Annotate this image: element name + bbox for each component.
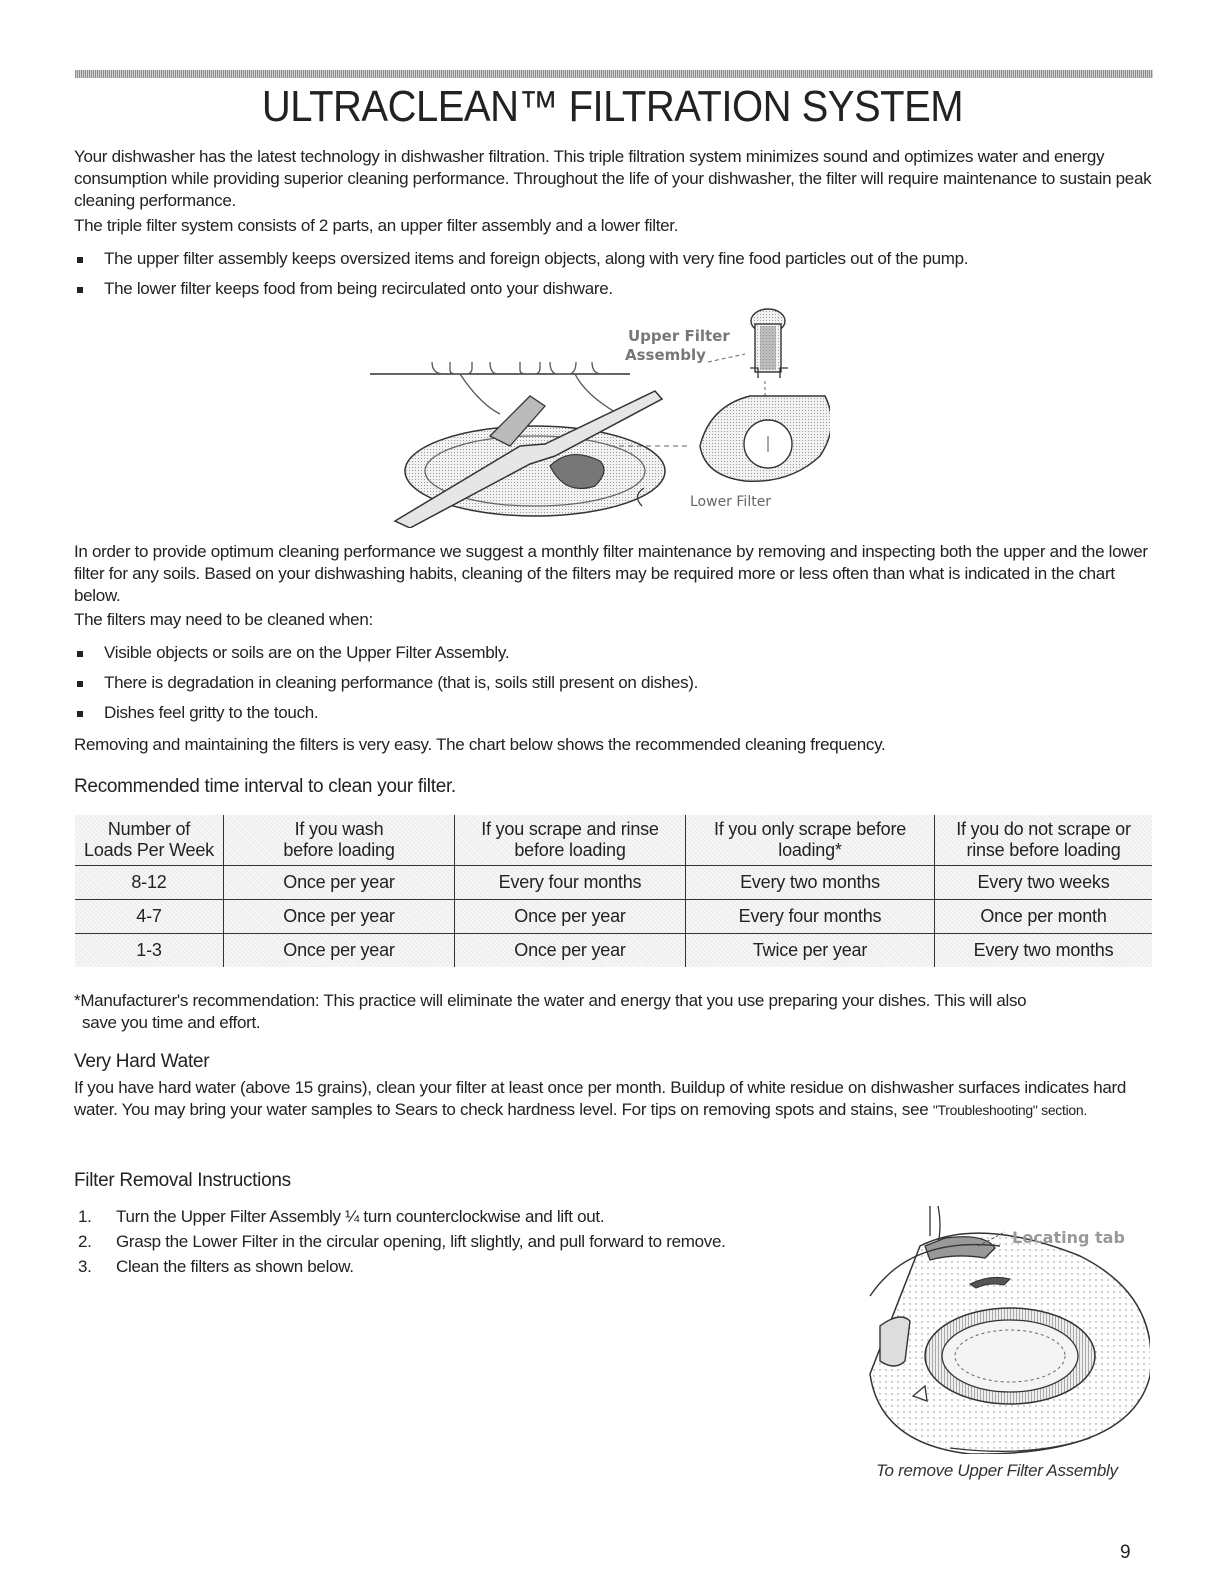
list-item: 1. Turn the Upper Filter Assembly ¼ turn counterclockwise and lift out. [78, 1207, 605, 1226]
cleaning-frequency-table [75, 815, 1152, 967]
remove-upper-filter-illustration [860, 1206, 1150, 1454]
table-cell: Every four months [455, 866, 686, 900]
column-header: If you wash before loading [224, 815, 455, 866]
upper-filter-label-2: Assembly [625, 346, 706, 364]
table-cell: Once per year [455, 900, 686, 934]
upper-filter-label: Upper Filter [628, 327, 730, 345]
list-item: 2. Grasp the Lower Filter in the circular opening, lift slightly, and pull forward to remove. [78, 1232, 726, 1251]
list-item: Visible objects or soils are on the Upper Filter Assembly. [74, 642, 1154, 672]
top-rule [75, 70, 1153, 78]
column-header: If you only scrape before loading* [686, 815, 935, 866]
table-cell: 4-7 [75, 900, 224, 934]
list-item: There is degradation in cleaning performance (that is, soils still present on dishes). [74, 672, 1154, 702]
table-cell: Every four months [686, 900, 935, 934]
table-cell: Every two weeks [935, 866, 1153, 900]
intro-paragraph: Your dishwasher has the latest technology in dishwasher filtration. This triple filtration system minimizes sound and optimizes water and energy consumption while providing superior cleaning performance. Throughout the life of your dishwasher, the filter will require maintenance to sustain peak cleaning performance. [74, 147, 1152, 210]
table-cell: Twice per year [686, 934, 935, 968]
table-cell: Once per month [935, 900, 1153, 934]
table-cell: 1-3 [75, 934, 224, 968]
page-number: 9 [1120, 1542, 1131, 1563]
removing-paragraph: Removing and maintaining the filters is very easy. The chart below shows the recommended cleaning frequency. [74, 735, 886, 754]
column-header: If you do not scrape or rinse before loading [935, 815, 1153, 866]
table-cell: Every two months [935, 934, 1153, 968]
table-cell: 8-12 [75, 866, 224, 900]
table-row [75, 934, 1152, 968]
figure-caption: To remove Upper Filter Assembly [876, 1461, 1118, 1480]
table-row [75, 900, 1152, 934]
locating-tab-label: Locating tab [1012, 1228, 1125, 1247]
list-item: 3. Clean the filters as shown below. [78, 1257, 354, 1276]
table-cell: Every two months [686, 866, 935, 900]
table-header-row [75, 815, 1152, 866]
table-cell: Once per year [224, 934, 455, 968]
table-cell: Once per year [224, 900, 455, 934]
hard-water-heading: Very Hard Water [74, 1051, 210, 1072]
table-cell: Once per year [224, 866, 455, 900]
table-row [75, 866, 1152, 900]
manufacturer-footnote: *Manufacturer's recommendation: This practice will eliminate the water and energy that you use preparing your dishes. This will also save you time and effort. [74, 991, 1027, 1032]
clean-when-paragraph: The filters may need to be cleaned when: [74, 610, 373, 629]
removal-steps [74, 1206, 726, 1281]
column-header: Number of Loads Per Week [75, 815, 224, 866]
lower-filter-label: Lower Filter [690, 494, 772, 510]
table-cell: Once per year [455, 934, 686, 968]
list-item: The lower filter keeps food from being recirculated onto your dishware. [74, 278, 1154, 308]
column-header: If you scrape and rinse before loading [455, 815, 686, 866]
system-parts-paragraph: The triple filter system consists of 2 parts, an upper filter assembly and a lower filter. [74, 216, 679, 235]
maintenance-paragraph: In order to provide optimum cleaning performance we suggest a monthly filter maintenance by removing and inspecting both the upper and the lower filter for any soils. Based on your dishwashing habits, cleaning of the filters may be required more or less often than what is indicated in the chart below. [74, 542, 1148, 605]
removal-heading: Filter Removal Instructions [74, 1170, 291, 1191]
list-item: Dishes feel gritty to the touch. [74, 702, 1154, 732]
hard-water-paragraph: If you have hard water (above 15 grains), clean your filter at least once per month. Buildup of white residue on dishwasher surfaces indicates hard water. You may bring your water samples to Sears to check hardness level. For tips on removing spots and stains, see "Troubleshooting" section. [74, 1078, 1127, 1119]
clean-when-bullet-list [74, 642, 1154, 732]
filter-assembly-illustration [370, 296, 830, 528]
table-heading: Recommended time interval to clean your filter. [74, 776, 456, 797]
page-title: ULTRACLEAN™ FILTRATION SYSTEM [261, 83, 964, 131]
list-item: The upper filter assembly keeps oversized items and foreign objects, along with very fine food particles out of the pump. [74, 248, 1154, 278]
